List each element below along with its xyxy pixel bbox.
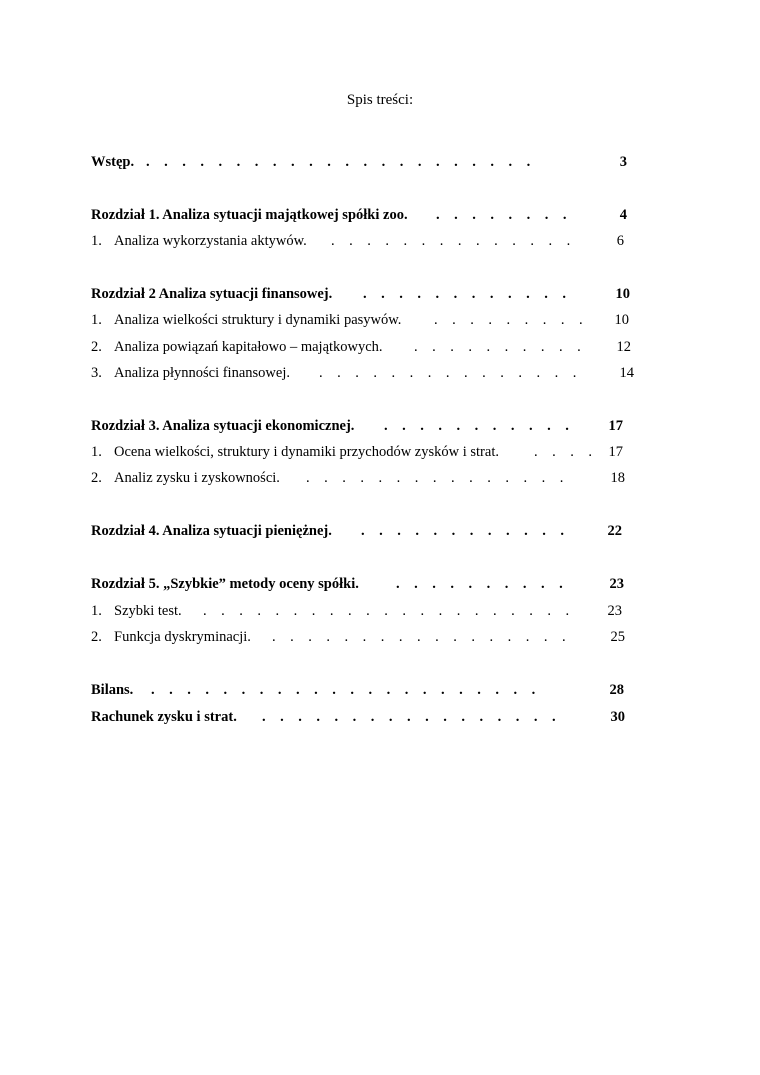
toc-entry-rozdzial-3[interactable] — [91, 417, 623, 435]
toc-page-number: 10 — [615, 286, 630, 302]
toc-page-number: 3 — [619, 154, 627, 170]
toc-leader: . . . . . . . . — [436, 207, 567, 223]
toc-entry-label: Analiza płynności finansowej. — [114, 365, 290, 381]
toc-page-number: 14 — [619, 365, 634, 381]
toc-entry-label: Analiza powiązań kapitałowo – majątkowych. — [114, 339, 383, 355]
toc-entry-number: 3. — [91, 365, 102, 381]
toc-entry-label: Rozdział 4. Analiza sytuacji pieniężnej. — [91, 523, 332, 539]
toc-entry-label: Ocena wielkości, struktury i dynamiki przychodów zysków i strat. — [114, 444, 499, 460]
toc-title: Spis treści: — [346, 92, 414, 108]
toc-page-number: 4 — [619, 207, 627, 223]
toc-page-number: 28 — [609, 682, 624, 698]
toc-entry-3-2[interactable] — [91, 469, 625, 487]
toc-entry-5-1[interactable] — [91, 602, 622, 620]
toc-page-number: 17 — [608, 418, 623, 434]
toc-leader: . . . . . . . . . . . . — [363, 286, 566, 302]
toc-leader: . . . . . . . . . . . . . . . — [319, 365, 577, 381]
toc-entry-label: Rozdział 5. „Szybkie” metody oceny spółki. — [91, 576, 359, 592]
toc-entry-1-1[interactable] — [91, 232, 624, 250]
toc-leader: . . . . . . . . . . . . . . . . . — [262, 709, 556, 725]
toc-entry-label: Szybki test. — [114, 603, 182, 619]
toc-entry-number: 2. — [91, 470, 102, 486]
toc-leader: . . . . . . . . . . . — [384, 418, 569, 434]
toc-entry-rozdzial-2[interactable] — [91, 285, 630, 303]
toc-entry-label: Rozdział 3. Analiza sytuacji ekonomicznej. — [91, 418, 355, 434]
toc-entry-label: Analiz zysku i zyskowności. — [114, 470, 280, 486]
toc-page-number: 23 — [609, 576, 624, 592]
toc-entry-3-1[interactable] — [91, 443, 623, 461]
toc-entry-label: Wstęp. — [91, 154, 135, 170]
toc-entry-2-3[interactable] — [91, 364, 634, 382]
toc-entry-label: Analiza wykorzystania aktywów. — [114, 233, 307, 249]
toc-leader: . . . . . . . . . . . . . . — [331, 233, 571, 249]
toc-page-number: 23 — [607, 603, 622, 619]
toc-page-number: 12 — [616, 339, 631, 355]
toc-entry-2-1[interactable] — [91, 311, 629, 329]
toc-leader: . . . . . . . . . . . . . . . . . . . . . — [203, 603, 570, 619]
toc-leader: . . . . . . . . . . . . . . . . . — [272, 629, 566, 645]
toc-page-number: 30 — [610, 709, 625, 725]
toc-page-number: 25 — [610, 629, 625, 645]
toc-entry-bilans[interactable] — [91, 681, 624, 699]
toc-entry-label: Rozdział 2 Analiza sytuacji finansowej. — [91, 286, 333, 302]
toc-leader: . . . . — [534, 444, 592, 460]
toc-page-number: 17 — [608, 444, 623, 460]
toc-entry-label: Rozdział 1. Analiza sytuacji majątkowej spółki zoo. — [91, 207, 408, 223]
toc-page-number: 22 — [607, 523, 622, 539]
toc-page-number: 18 — [610, 470, 625, 486]
toc-entry-label: Rachunek zysku i strat. — [91, 709, 237, 725]
toc-entry-wstep[interactable] — [91, 153, 627, 171]
toc-page-number: 6 — [616, 233, 624, 249]
toc-entry-rozdzial-5[interactable] — [91, 575, 624, 593]
toc-entry-number: 2. — [91, 339, 102, 355]
toc-leader: . . . . . . . . . . — [414, 339, 581, 355]
toc-entry-label: Bilans. — [91, 682, 134, 698]
toc-leader: . . . . . . . . . . . . — [361, 523, 564, 539]
toc-leader: . . . . . . . . . . . . . . . . . . . . . . — [151, 682, 536, 698]
toc-leader: . . . . . . . . . — [434, 312, 583, 328]
toc-entry-2-2[interactable] — [91, 338, 631, 356]
toc-entry-number: 1. — [91, 603, 102, 619]
toc-entry-number: 1. — [91, 312, 102, 328]
toc-entry-label: Analiza wielkości struktury i dynamiki pasywów. — [114, 312, 402, 328]
toc-page-number: 10 — [614, 312, 629, 328]
toc-entry-rozdzial-1[interactable] — [91, 206, 627, 224]
toc-entry-number: 2. — [91, 629, 102, 645]
toc-leader: . . . . . . . . . . . . . . . — [306, 470, 564, 486]
toc-entry-number: 1. — [91, 233, 102, 249]
toc-leader: . . . . . . . . . . — [396, 576, 563, 592]
toc-entry-5-2[interactable] — [91, 628, 625, 646]
toc-entry-rachunek[interactable] — [91, 708, 625, 726]
toc-entry-number: 1. — [91, 444, 102, 460]
toc-leader: . . . . . . . . . . . . . . . . . . . . . . — [146, 154, 531, 170]
toc-entry-label: Funkcja dyskryminacji. — [114, 629, 251, 645]
toc-entry-rozdzial-4[interactable] — [91, 522, 622, 540]
